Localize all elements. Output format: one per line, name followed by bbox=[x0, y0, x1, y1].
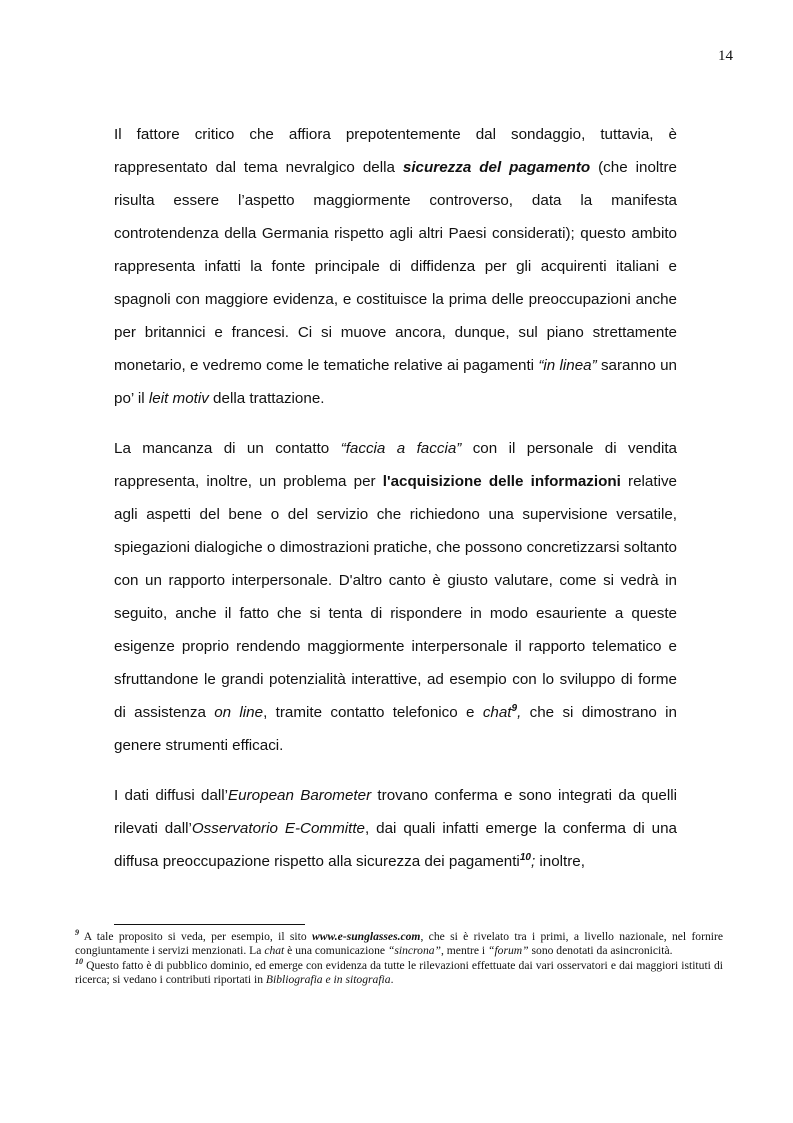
text-run: inoltre, bbox=[535, 853, 585, 870]
text-run: sicurezza del pagamento bbox=[402, 159, 591, 176]
text-run: Questo fatto è di pubblico dominio, ed emerge con evidenza da tutte le rilevazioni effettuate dai vari osservatori e dai maggiori istituti di ricerca; si vedano i contributi riportati in bbox=[75, 959, 723, 986]
text-run: con il personale di vendita rappresenta, inoltre, un problema per bbox=[114, 440, 677, 490]
text-run: trovano conferma e sono integrati da quelli rilevati dall’ bbox=[114, 787, 677, 837]
text-run: European Barometer bbox=[228, 787, 372, 804]
text-run: , mentre i bbox=[440, 943, 488, 957]
text-run: ; bbox=[530, 853, 536, 870]
footnote-10 bbox=[75, 959, 723, 986]
text-run: (che inoltre risulta essere l’aspetto maggiormente controverso, data la manifesta controtendenza della Germania rispetto agli altri Paesi considerati); questo ambito rappresenta infatti la fonte principale di diffidenza per gli acquirenti italiani e spagnoli con maggiore evidenza, e costituisce la prima delle preoccupazioni anche per britannici e francesi. Ci si muove ancora, dunque, sul piano strettamente monetario, e vedremo come le tematiche relative ai pagamenti bbox=[114, 159, 677, 374]
footnote-ref: 9 bbox=[511, 702, 518, 714]
footnotes bbox=[75, 930, 723, 988]
paragraph bbox=[114, 432, 677, 762]
text-run: è una comunicazione bbox=[284, 943, 388, 957]
text-run: , bbox=[517, 704, 522, 721]
text-run: on line bbox=[214, 704, 264, 721]
text-run: Osservatorio E-Committe bbox=[191, 820, 365, 837]
text-run: www.e-sunglasses.com bbox=[312, 930, 421, 943]
footnote-ref: 10 bbox=[519, 851, 531, 863]
text-run: Il fattore critico che affiora prepotentemente dal sondaggio, tuttavia, è rappresentato dal tema nevralgico della bbox=[114, 126, 677, 176]
text-run: “forum” bbox=[488, 943, 529, 957]
text-run: saranno un po’ il bbox=[114, 357, 677, 407]
text-run: “faccia a faccia” bbox=[340, 440, 462, 457]
paragraph bbox=[114, 779, 677, 878]
text-run: , che si è rivelato tra i primi, a livello nazionale, nel fornire congiuntamente i servizi menzionati. La bbox=[75, 930, 723, 957]
paragraph bbox=[114, 118, 677, 415]
text-run: Bibliografia e in sitografia bbox=[265, 972, 391, 986]
text-run: relative agli aspetti del bene o del servizio che richiedono una supervisione versatile, spiegazioni dialogiche o dimostrazioni pratiche, che possono concretizzarsi soltanto con un rapporto interpersonale. D'altro canto è giusto valutare, come si vedrà in seguito, anche il fatto che si tenta di rispondere in modo esauriente a queste esigenze proprio rendendo maggiormente interpersonale il rapporto telematico e sfruttandone le grandi potenzialità interattive, ad esempio con lo sviluppo di forme di assistenza bbox=[114, 473, 677, 721]
text-run: , tramite contatto telefonico e bbox=[263, 704, 483, 721]
text-run: “sincrona” bbox=[387, 943, 441, 957]
text-run: sono denotati da asincronicità. bbox=[528, 943, 673, 957]
text-run: “in linea” bbox=[538, 357, 597, 374]
text-run: . bbox=[390, 972, 394, 986]
footnote-separator bbox=[114, 924, 305, 925]
text-run: chat bbox=[482, 704, 512, 721]
footnote-ref: 10 bbox=[75, 957, 83, 967]
page-number: 14 bbox=[718, 48, 733, 64]
text-run: leit motiv bbox=[148, 390, 209, 407]
text-run: A tale proposito si veda, per esempio, il sito bbox=[79, 930, 313, 943]
text-run: che si dimostrano in genere strumenti efficaci. bbox=[114, 704, 678, 754]
footnote-ref: 9 bbox=[75, 928, 79, 938]
body-text bbox=[114, 118, 677, 895]
text-run: chat bbox=[264, 943, 285, 957]
text-run: l'acquisizione delle informazioni bbox=[382, 473, 621, 490]
text-run: La mancanza di un contatto bbox=[114, 440, 341, 457]
text-run: , dai quali infatti emerge la conferma di una diffusa preoccupazione rispetto alla sicurezza dei pagamenti bbox=[114, 820, 677, 870]
text-run: della trattazione. bbox=[208, 390, 325, 407]
footnote-9 bbox=[75, 930, 723, 957]
text-run: I dati diffusi dall’ bbox=[114, 787, 229, 804]
